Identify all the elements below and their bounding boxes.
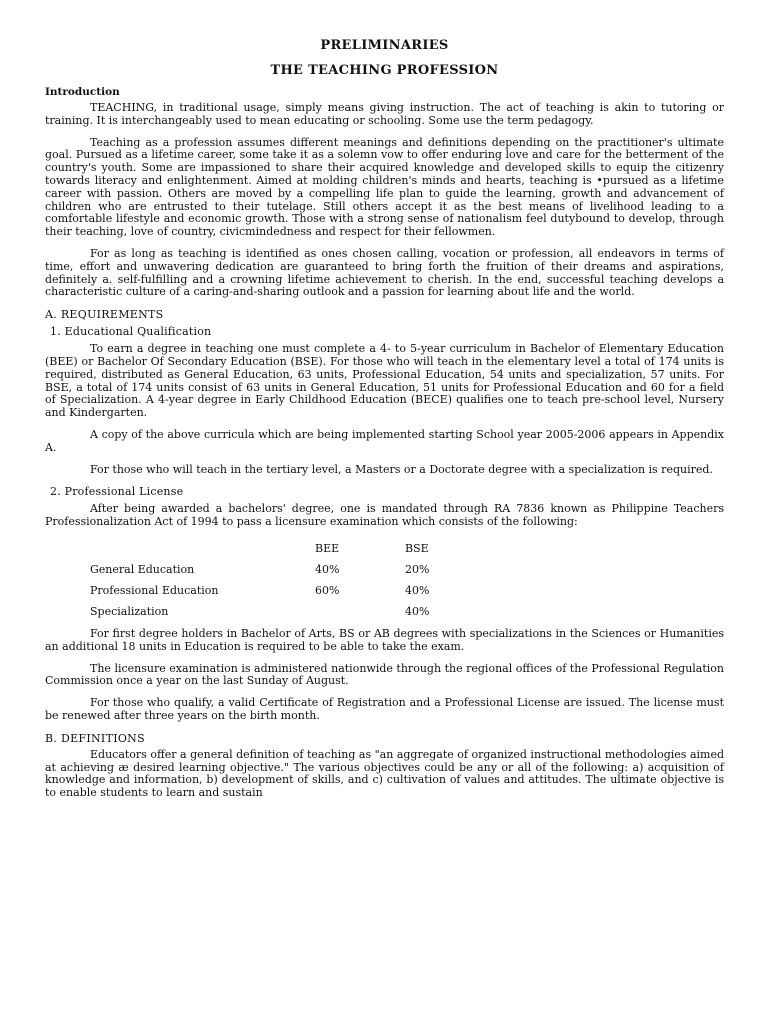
section-definitions: B. DEFINITIONS [45, 731, 145, 745]
table-header-cell: BSE [405, 541, 429, 555]
intro-paragraph: For as long as teaching is identified as ones chosen calling, vocation or profession, all endeavors in terms of time, effort and unwavering dedication are guaranteed to bring forth the fruition of their dreams and aspirations, definitely a. self-fulfilling and a crowning lifetime achievement to cherish. In the end, successful teaching develops a characteristic culture of a caring-and-sharing outlook and a passion for learning about life and the world. [45, 246, 724, 299]
definitions-paragraph: Educators offer a general definition of teaching as "an aggregate of organized instructional methodologies aimed at achieving æ desired learning objective." The various objectives could be any or all of the following: a) acquisition of knowledge and information, b) development of skills, and c) cultivation of values and attitudes. The ultimate objective is to enable students to learn and sustain [45, 747, 724, 800]
section-requirements: A. REQUIREMENTS [45, 308, 164, 322]
exam-table-row [90, 601, 724, 622]
exam-table-header [90, 538, 724, 559]
qualification-paragraph: To earn a degree in teaching one must complete a 4- to 5-year curriculum in Bachelor of Elementary Education (BEE) or Bachelor Of Secondary Education (BSE). For those who will teach in the elementary level a total of 174 units is required, distributed as General Education, 63 units, Professional Education, 54 units and specialization, 57 units. For BSE, a total of 174 units consist of 63 units in General Education, 51 units for Professional Education and 60 for a field of Specialization. A 4-year degree in Early Childhood Education (BECE) qualifies one to teach pre-school level, Nursery and Kindergarten. [45, 342, 724, 420]
license-paragraph: For those who qualify, a valid Certificate of Registration and a Professional License are issued. The license must be renewed after three years on the birth month. [45, 696, 724, 722]
table-cell: 40% [405, 604, 430, 618]
intro-heading: Introduction [45, 86, 120, 98]
license-paragraph: After being awarded a bachelors' degree, one is mandated through RA 7836 known as Philippine Teachers Professionalization Act of 1994 to pass a licensure examination which consists of the following: [45, 502, 724, 529]
subsection-professional-license: 2. Professional License [50, 485, 184, 499]
exam-table-row [90, 580, 724, 601]
title-preliminaries: PRELIMINARIES [320, 38, 449, 53]
table-cell: Professional Education [90, 583, 219, 597]
table-cell: 40% [405, 583, 430, 597]
license-paragraph: The licensure examination is administered nationwide through the regional offices of the Professional Regulation Commission once a year on the last Sunday of August. [45, 661, 724, 688]
qualification-paragraph: For those who will teach in the tertiary level, a Masters or a Doctorate degree with a specialization is required. [90, 462, 713, 476]
table-cell: General Education [90, 562, 195, 576]
table-cell: 60% [315, 583, 340, 597]
subsection-educational-qualification: 1. Educational Qualification [50, 325, 212, 339]
table-cell: Specialization [90, 604, 169, 618]
intro-paragraph: TEACHING, in traditional usage, simply means giving instruction. The act of teaching is akin to tutoring or training. It is interchangeably used to mean educating or schooling. Some use the term pedagogy. [45, 101, 724, 127]
exam-table [90, 538, 724, 622]
table-header-cell: BEE [315, 541, 340, 555]
table-cell: 20% [405, 562, 430, 576]
intro-paragraph: Teaching as a profession assumes different meanings and definitions depending on the practitioner's ultimate goal. Pursued as a lifetime career, some take it as a solemn vow to offer enduring love and care for the betterment of the country's youth. Some are impassioned to share their acquired knowledge and developed skills to equip the citizenry towards literacy and enlightenment. Aimed at molding children's minds and hearts, teaching is •pursued as a lifetime career with passion. Others are moved by a compelling life plan to guide the learning, growth and advancement of children who are entrusted to their tutelage. Still others accept it as the best means of livelihood leading to a comfortable lifestyle and economic growth. Those with a strong sense of nationalism feel dutybound to develop, through their teaching, love of country, civicmindedness and respect for their fellowmen. [45, 135, 724, 239]
document-page [45, 38, 724, 809]
qualification-paragraph: A copy of the above curricula which are being implemented starting School year 2005-2006 appears in Appendix A. [45, 427, 724, 454]
title-teaching-profession: THE TEACHING PROFESSION [270, 63, 499, 78]
license-paragraph: For first degree holders in Bachelor of Arts, BS or AB degrees with specializations in the Sciences or Humanities an additional 18 units in Education is required to be able to take the exam. [45, 626, 724, 653]
exam-table-row [90, 559, 724, 580]
table-cell: 40% [315, 562, 340, 576]
